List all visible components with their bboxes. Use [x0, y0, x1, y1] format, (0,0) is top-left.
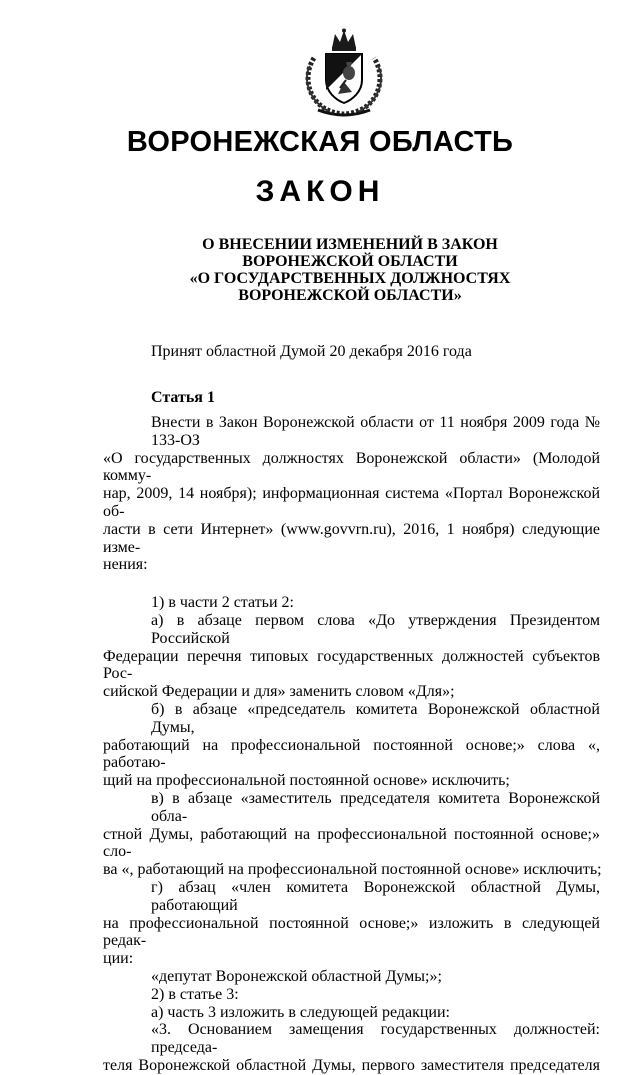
list-item: г) абзац «член комитета Воронежской областной Думы, работающий: [151, 878, 600, 914]
list-item: 1) в части 2 статьи 2:: [151, 594, 294, 612]
paragraph-line: на профессиональной постоянной основе;» изложить в следующей редак-: [103, 914, 600, 950]
paragraph-line: нар, 2009, 14 ноября); информационная система «Портал Воронежской об-: [103, 485, 600, 520]
list-item: б) в абзаце «председатель комитета Воронежской областной Думы,: [151, 700, 600, 736]
region-name: ВОРОНЕЖСКАЯ ОБЛАСТЬ: [126, 126, 514, 158]
adoption-date: Принят областной Думой 20 декабря 2016 года: [151, 343, 472, 360]
paragraph-line: Внести в Закон Воронежской области от 11 ноября 2009 года № 133-ОЗ: [151, 414, 600, 449]
article-body: [103, 414, 600, 1075]
paragraph-line: ции:: [103, 950, 134, 968]
paragraph-line: стной Думы, работающий на профессиональной постоянной основе;» сло-: [103, 825, 600, 861]
list-item: а) часть 3 изложить в следующей редакции:: [151, 1003, 450, 1021]
quoted-text: «3. Основанием замещения государственных должностей: председа-: [151, 1021, 600, 1057]
paragraph-line: ласти в сети Интернет» (www.govvrn.ru), 2016, 1 ноября) следующие изме-: [103, 520, 600, 556]
paragraph-line: щий на профессиональной постоянной основе» исключить;: [103, 772, 510, 790]
paragraph-line: Федерации перечня типовых государственных должностей субъектов Рос-: [103, 647, 600, 683]
paragraph-line: сийской Федерации и для» заменить словом «Для»;: [103, 683, 455, 701]
paragraph-line: «О государственных должностях Воронежской области» (Молодой комму-: [103, 449, 600, 485]
paragraph-line: работающий на профессиональной постоянной основе;» слова «, работаю-: [103, 736, 600, 772]
list-item: а) в абзаце первом слова «До утверждения Президентом Российской: [151, 611, 600, 647]
list-item: 2) в статье 3:: [151, 985, 239, 1003]
article-heading: Статья 1: [151, 389, 215, 406]
quoted-text: «депутат Воронежской областной Думы;»;: [151, 967, 442, 985]
paragraph-line: ва «, работающий на профессиональной постоянной основе» исключить;: [103, 861, 602, 879]
list-item: в) в абзаце «заместитель председателя комитета Воронежской обла-: [151, 789, 600, 825]
quoted-text: теля Воронежской областной Думы, первого заместителя председателя: [103, 1056, 600, 1074]
document-type: ЗАКОН: [255, 175, 385, 208]
paragraph-line: нения:: [103, 556, 148, 574]
law-title: О ВНЕСЕНИИ ИЗМЕНЕНИЙ В ЗАКОН ВОРОНЕЖСКОЙ ОБЛАСТИ «О ГОСУДАРСТВЕННЫХ ДОЛЖНОСТЯХ ВОРОНЕЖСКОЙ ОБЛАСТИ»: [189, 236, 511, 304]
voronezh-coat-of-arms-icon: [300, 28, 388, 118]
